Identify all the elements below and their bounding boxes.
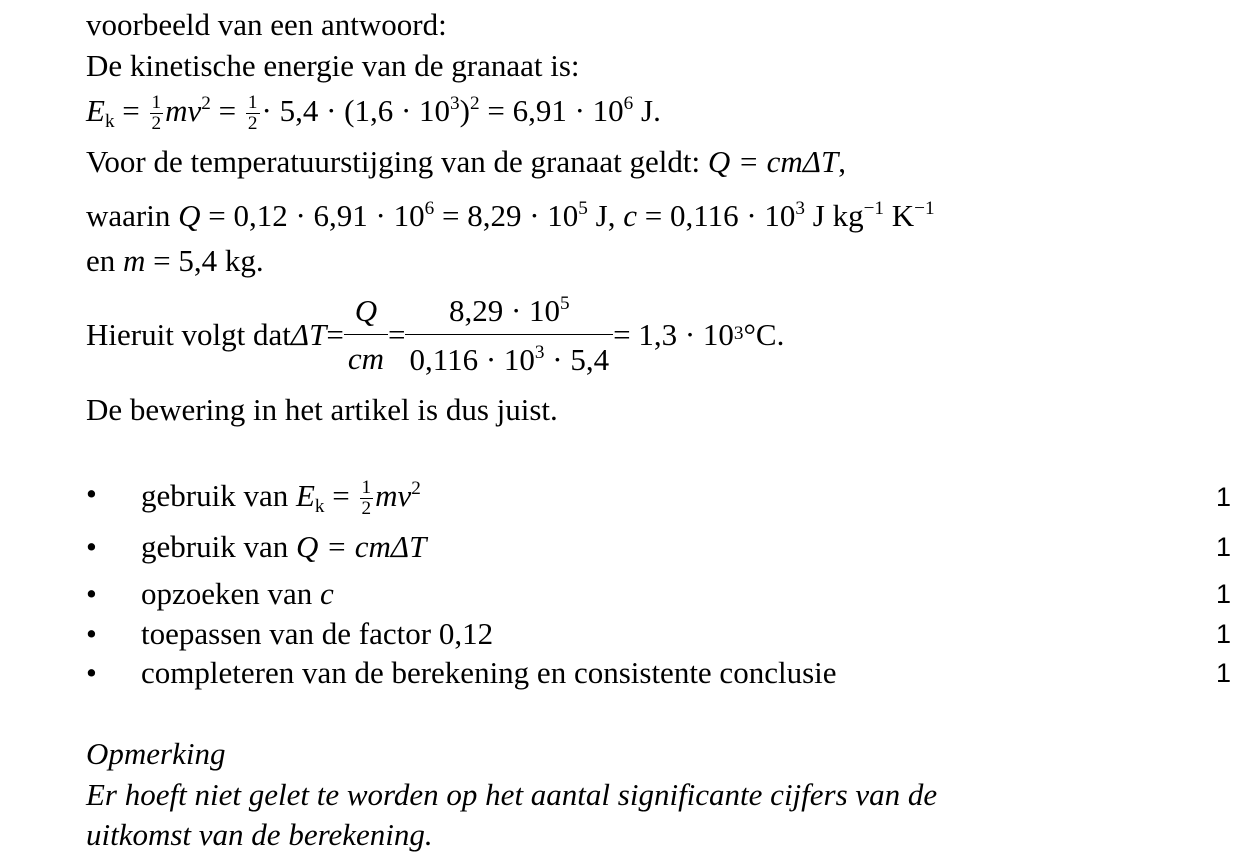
exponent: 2 bbox=[201, 92, 211, 114]
text: = 8,29 · 10 bbox=[434, 197, 579, 233]
text: en bbox=[86, 243, 124, 278]
fraction-numeric: $\frac{8,29 \cdot 10^5}{0,116 \cdot 10^3 \cdot 5,4}$ bbox=[405, 294, 613, 375]
temperature-rise-line bbox=[86, 146, 846, 177]
equals: = bbox=[387, 316, 406, 352]
score-value: 1 bbox=[1215, 619, 1231, 649]
exponent: 3 bbox=[795, 198, 806, 219]
exponent: 3 bbox=[733, 323, 744, 345]
scoring-item-label: gebruik van $E_k$ = $\frac{1}{2}$ $mv^2$ bbox=[141, 477, 421, 520]
comma: , bbox=[838, 144, 846, 179]
equals: = bbox=[326, 316, 344, 352]
score-value: 1 bbox=[1215, 658, 1231, 688]
exponent: 2 bbox=[469, 92, 480, 114]
text: = 5,4 kg. bbox=[145, 243, 264, 278]
scoring-item-label: toepassen van de factor 0,12 bbox=[141, 616, 494, 651]
equals: = bbox=[114, 92, 148, 128]
temperature-text: Voor de temperatuurstijging van de granaat geldt: bbox=[86, 144, 708, 179]
mass-line bbox=[86, 245, 264, 276]
remark-title: Opmerking bbox=[86, 736, 226, 771]
symbol-delta-t: ΔT bbox=[290, 316, 327, 352]
text: = 0,12 · 6,91 · 10 bbox=[200, 197, 425, 233]
text: J, bbox=[587, 197, 624, 233]
conclusion-line: De bewering in het artikel is dus juist. bbox=[86, 392, 558, 427]
intro-line: voorbeeld van een antwoord: bbox=[86, 7, 447, 42]
subscript-k: k bbox=[104, 110, 115, 132]
scoring-item-label: opzoeken van c bbox=[141, 576, 334, 611]
waarin-line bbox=[86, 199, 935, 231]
exponent: 5 bbox=[578, 198, 588, 219]
equation-part: · 5,4 · (1,6 · 10 bbox=[261, 92, 451, 128]
bullet-icon: • bbox=[86, 655, 97, 690]
exponent: 6 bbox=[623, 92, 634, 114]
bullet-icon: • bbox=[86, 616, 97, 651]
remark-line-2: uitkomst van de berekening. bbox=[86, 817, 433, 852]
text: = 0,116 · 10 bbox=[637, 197, 796, 233]
unit: °C. bbox=[743, 316, 785, 352]
exponent: −1 bbox=[914, 198, 935, 219]
heat-formula: Q = cmΔT bbox=[707, 144, 839, 179]
symbol-mv: mv bbox=[165, 92, 202, 128]
scoring-item-label: gebruik van Q = cmΔT bbox=[141, 529, 427, 564]
text: waarin bbox=[86, 197, 179, 233]
symbol-q: Q bbox=[178, 197, 201, 233]
exponent: 6 bbox=[424, 198, 435, 219]
score-value: 1 bbox=[1215, 579, 1231, 609]
fraction-q-over-cm: $\frac{Q}{cm}$ bbox=[344, 295, 388, 374]
equals: = bbox=[210, 92, 244, 128]
half-fraction: $\frac{1}{2}$ bbox=[247, 92, 258, 135]
text: = 1,3 · 10 bbox=[613, 316, 734, 352]
exponent: −1 bbox=[863, 198, 885, 219]
kinetic-heading: De kinetische energie van de granaat is: bbox=[86, 48, 580, 83]
score-value: 1 bbox=[1215, 482, 1231, 512]
half-fraction: $\frac{1}{2}$ bbox=[151, 92, 162, 135]
exponent: 3 bbox=[450, 92, 460, 114]
text: Hieruit volgt dat bbox=[86, 316, 291, 352]
score-value: 1 bbox=[1215, 532, 1231, 562]
result-equation bbox=[86, 293, 784, 375]
bullet-icon: • bbox=[86, 529, 97, 564]
equation-part: = 6,91 · 10 bbox=[479, 92, 624, 128]
text: J kg bbox=[805, 197, 864, 233]
symbol-e: E bbox=[86, 92, 105, 128]
unit: J. bbox=[633, 92, 661, 128]
equation-part: ) bbox=[459, 92, 470, 128]
symbol-m: m bbox=[123, 243, 146, 278]
kinetic-energy-equation bbox=[86, 93, 661, 134]
bullet-icon: • bbox=[86, 576, 97, 611]
text: K bbox=[884, 197, 915, 233]
scoring-item-label: completeren van de berekening en consistente conclusie bbox=[141, 655, 837, 690]
bullet-icon: • bbox=[86, 476, 97, 511]
remark-line-1: Er hoeft niet gelet te worden op het aantal significante cijfers van de bbox=[86, 777, 938, 812]
symbol-c: c bbox=[623, 197, 637, 233]
